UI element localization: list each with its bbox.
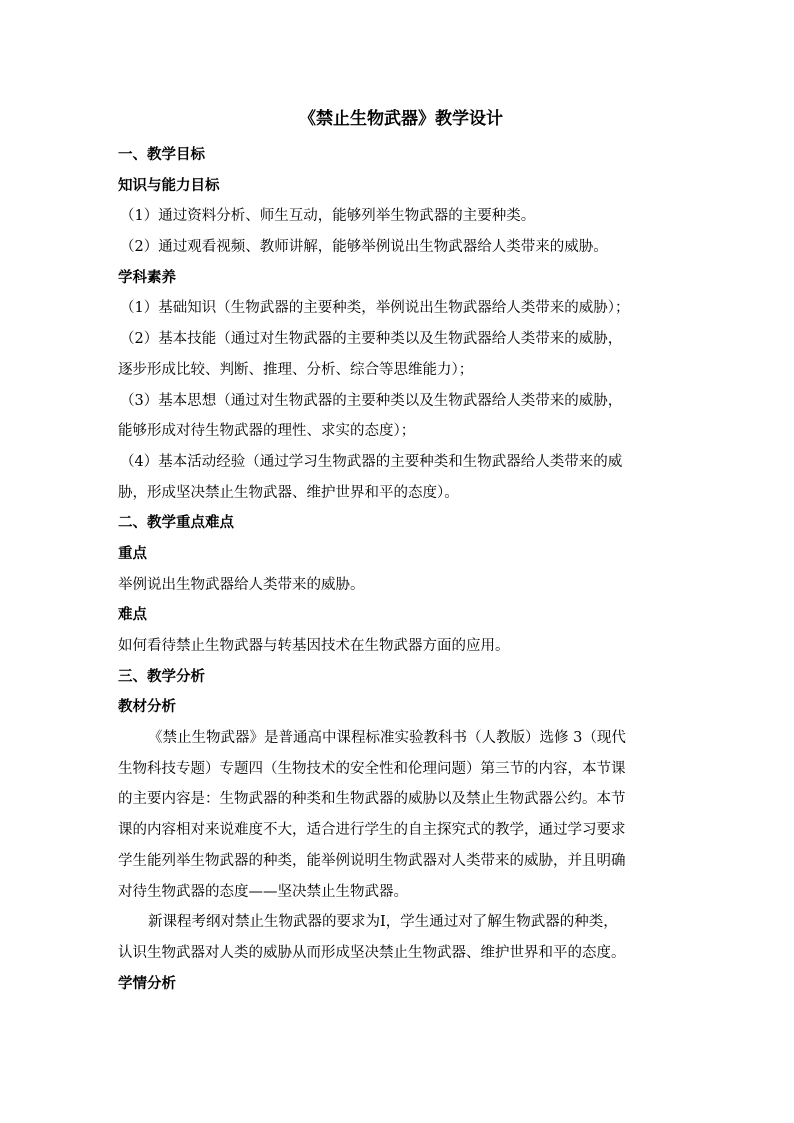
paragraph-line: 对待生物武器的态度——坚决禁止生物武器。 bbox=[118, 883, 408, 900]
paragraph-line: 如何看待禁止生物武器与转基因技术在生物武器方面的应用。 bbox=[118, 638, 510, 654]
paragraph-line: 认识生物武器对人类的威胁从而形成坚决禁止生物武器、维护世界和平的态度。 bbox=[118, 944, 626, 961]
paragraph-line: 的主要内容是：生物武器的种类和生物武器的威胁以及禁止生物武器公约。本节 bbox=[118, 791, 626, 808]
paragraph-line: 能够形成对待生物武器的理性、求实的态度）； bbox=[118, 423, 416, 440]
list-item: （4）基本活动经验（通过学习生物武器的主要种类和生物武器给人类带来的威 bbox=[120, 453, 623, 470]
section-heading: 三、教学分析 bbox=[118, 667, 205, 685]
list-item: （1）通过资料分析、师生互动，能够列举生物武器的主要种类。 bbox=[120, 208, 536, 225]
section-heading: 重点 bbox=[118, 544, 147, 562]
section-heading: 知识与能力目标 bbox=[118, 176, 220, 194]
paragraph-line: 学生能列举生物武器的种类，能举例说明生物武器对人类带来的威胁，并且明确 bbox=[118, 852, 626, 869]
document-lines bbox=[118, 140, 678, 999]
document-title: 《禁止生物武器》教学设计 bbox=[299, 109, 503, 129]
section-heading: 学科素养 bbox=[118, 268, 176, 286]
list-item: （3）基本思想（通过对生物武器的主要种类以及生物武器给人类带来的威胁， bbox=[120, 392, 623, 409]
paragraph-line: 举例说出生物武器给人类带来的威胁。 bbox=[118, 576, 365, 593]
section-heading: 一、教学目标 bbox=[118, 146, 205, 163]
document-body bbox=[118, 104, 678, 999]
paragraph-line: 课的内容相对来说难度不大，适合进行学生的自主探究式的教学，通过学习要求 bbox=[118, 822, 626, 839]
paragraph-line: 逐步形成比较、判断、推理、分析、综合等思维能力）； bbox=[118, 361, 474, 378]
paragraph-line: 《禁止生物武器》是普通高中课程标准实验教科书（人教版）选修 3（现代 bbox=[148, 730, 626, 747]
section-heading: 难点 bbox=[118, 606, 147, 624]
section-heading: 教材分析 bbox=[118, 698, 176, 716]
list-item: （2）基本技能（通过对生物武器的主要种类以及生物武器给人类带来的威胁， bbox=[120, 331, 623, 348]
list-item: （2）通过观看视频、教师讲解，能够举例说出生物武器给人类带来的威胁。 bbox=[120, 239, 608, 256]
paragraph-line: 胁，形成坚决禁止生物武器、维护世界和平的态度）。 bbox=[118, 484, 459, 501]
paragraph-line: 新课程考纲对禁止生物武器的要求为Ⅰ，学生通过对了解生物武器的种类， bbox=[148, 914, 618, 931]
list-item: （1）基础知识（生物武器的主要种类，举例说出生物武器给人类带来的威胁）； bbox=[120, 300, 630, 317]
section-heading: 学情分析 bbox=[118, 974, 176, 992]
section-heading: 二、教学重点难点 bbox=[118, 514, 234, 532]
paragraph-line: 生物科技专题）专题四（生物技术的安全性和伦理问题）第三节的内容，本节课 bbox=[118, 760, 626, 777]
